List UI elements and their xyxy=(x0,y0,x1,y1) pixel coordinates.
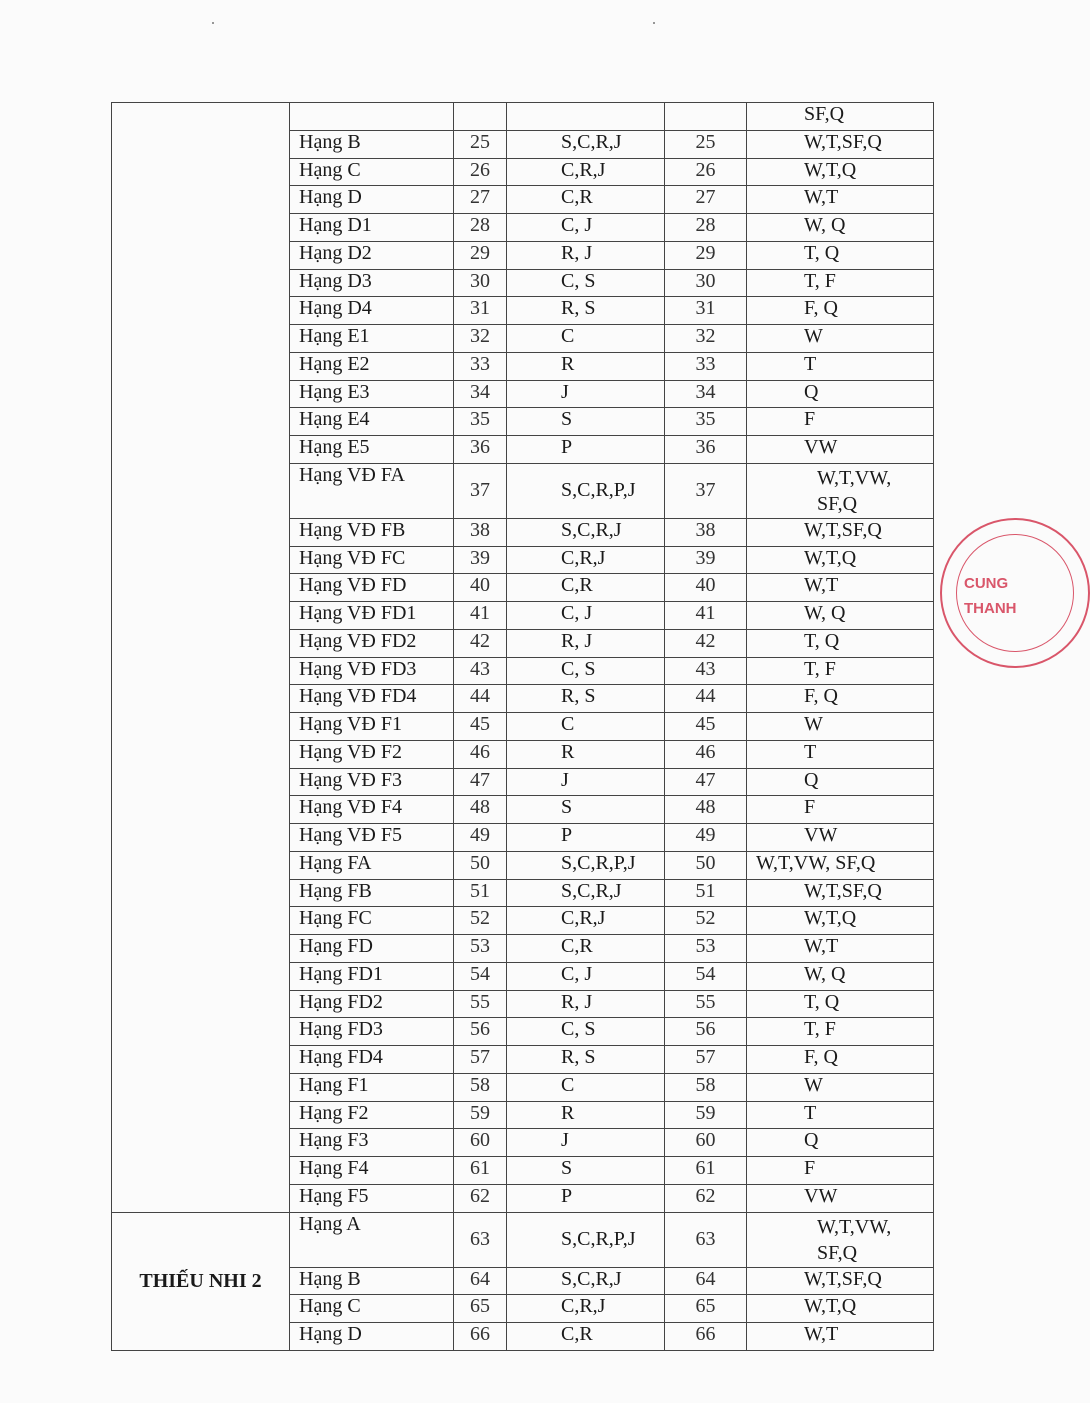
cell-w1: C,R xyxy=(507,935,665,963)
cell-w1: S,C,R,J xyxy=(507,518,665,546)
cell-n2: 28 xyxy=(665,214,747,242)
cell-n1: 52 xyxy=(454,907,507,935)
cell-cat: Hạng VĐ FD xyxy=(290,574,454,602)
cell-n1: 47 xyxy=(454,768,507,796)
seal-text: CUNG xyxy=(964,575,1009,592)
cell-n1: 58 xyxy=(454,1073,507,1101)
cell-w1: R, S xyxy=(507,297,665,325)
group-cell-continued xyxy=(112,103,290,1213)
group-label: THIẾU NHI 2 xyxy=(112,1212,290,1350)
cell-w1: C xyxy=(507,713,665,741)
cell-w1: C xyxy=(507,325,665,353)
cell-w1: R, J xyxy=(507,629,665,657)
cell-w2: W,T,SF,Q xyxy=(747,130,934,158)
cell-n2: 62 xyxy=(665,1184,747,1212)
cell-w2: W, Q xyxy=(747,602,934,630)
cell-cat: Hạng FD4 xyxy=(290,1046,454,1074)
cell-cat: Hạng VĐ FB xyxy=(290,518,454,546)
cell-cat: Hạng B xyxy=(290,130,454,158)
cell-n2: 27 xyxy=(665,186,747,214)
table-row xyxy=(112,103,934,131)
cell-n2: 29 xyxy=(665,241,747,269)
cell-n2: 33 xyxy=(665,352,747,380)
cell-cat: Hạng F1 xyxy=(290,1073,454,1101)
cell-cat: Hạng F4 xyxy=(290,1157,454,1185)
cell-n1: 51 xyxy=(454,879,507,907)
cell-cat: Hạng VĐ F5 xyxy=(290,824,454,852)
cell-n2: 52 xyxy=(665,907,747,935)
cell-w2: VW xyxy=(747,436,934,464)
cell-n2: 53 xyxy=(665,935,747,963)
cell-w2: W,T,VW, SF,Q xyxy=(747,851,934,879)
cell-w1: C,R xyxy=(507,574,665,602)
cell-cat: Hạng VĐ FD2 xyxy=(290,629,454,657)
cell-n2: 63 xyxy=(665,1212,747,1267)
cell-n2: 37 xyxy=(665,463,747,518)
cell-w1: S xyxy=(507,796,665,824)
cell-w1: P xyxy=(507,1184,665,1212)
cell-cat: Hạng D1 xyxy=(290,214,454,242)
cell-n1: 56 xyxy=(454,1018,507,1046)
cell-n2: 51 xyxy=(665,879,747,907)
cell-cat: Hạng C xyxy=(290,1295,454,1323)
cell-w2: VW xyxy=(747,1184,934,1212)
cell-n2: 56 xyxy=(665,1018,747,1046)
cell-w2: W,T,VW, SF,Q xyxy=(747,1212,934,1267)
cell-cat: Hạng E1 xyxy=(290,325,454,353)
cell-w1: J xyxy=(507,768,665,796)
cell-w2: T, Q xyxy=(747,990,934,1018)
cell-w1: R, J xyxy=(507,241,665,269)
cell-w1: C,R xyxy=(507,186,665,214)
cell-n1: 46 xyxy=(454,740,507,768)
cell-cat: Hạng E5 xyxy=(290,436,454,464)
cell-n2: 60 xyxy=(665,1129,747,1157)
cell-n2: 66 xyxy=(665,1323,747,1351)
cell-cat: Hạng D xyxy=(290,186,454,214)
cell-w2: F xyxy=(747,1157,934,1185)
cell-w2: T, Q xyxy=(747,629,934,657)
cell-w1: R, S xyxy=(507,685,665,713)
cell-w2: Q xyxy=(747,768,934,796)
cell-w2: Q xyxy=(747,380,934,408)
cell-n2: 64 xyxy=(665,1267,747,1295)
cell-n2: 55 xyxy=(665,990,747,1018)
cell-w1: S,C,R,P,J xyxy=(507,463,665,518)
cell-n2: 32 xyxy=(665,325,747,353)
cell-w2: T, Q xyxy=(747,241,934,269)
cell-n2: 57 xyxy=(665,1046,747,1074)
cell-n1: 39 xyxy=(454,546,507,574)
cell-cat: Hạng E2 xyxy=(290,352,454,380)
cell-w1: C, S xyxy=(507,269,665,297)
cell-n2: 38 xyxy=(665,518,747,546)
cell-n2: 39 xyxy=(665,546,747,574)
cell-n2: 54 xyxy=(665,962,747,990)
cell-n1: 27 xyxy=(454,186,507,214)
cell-w2: W xyxy=(747,1073,934,1101)
cell-n2: 31 xyxy=(665,297,747,325)
cell-w1: S,C,R,J xyxy=(507,1267,665,1295)
cell-n2: 58 xyxy=(665,1073,747,1101)
cell-w2: T, F xyxy=(747,269,934,297)
cell-n2: 35 xyxy=(665,408,747,436)
cell-w2: W,T,Q xyxy=(747,546,934,574)
cell-n2: 48 xyxy=(665,796,747,824)
cell-w1: S,C,R,P,J xyxy=(507,851,665,879)
cell-w1: C,R,J xyxy=(507,907,665,935)
cell-w2: W,T,VW, SF,Q xyxy=(747,463,934,518)
cell-cat: Hạng FD3 xyxy=(290,1018,454,1046)
cell-w1: J xyxy=(507,380,665,408)
cell-w2: T xyxy=(747,740,934,768)
cell-w2: W, Q xyxy=(747,214,934,242)
cell-n2: 34 xyxy=(665,380,747,408)
cell-w2: T xyxy=(747,1101,934,1129)
cell-w1: C, S xyxy=(507,1018,665,1046)
cell-cat: Hạng D xyxy=(290,1323,454,1351)
cell-n2: 40 xyxy=(665,574,747,602)
cell-n1: 35 xyxy=(454,408,507,436)
cell-n1: 43 xyxy=(454,657,507,685)
cell-n2: 42 xyxy=(665,629,747,657)
event-table-body xyxy=(112,103,934,1351)
cell-n2: 49 xyxy=(665,824,747,852)
cell-cat: Hạng VĐ FC xyxy=(290,546,454,574)
cell-n2: 26 xyxy=(665,158,747,186)
cell-cat: Hạng VĐ F1 xyxy=(290,713,454,741)
cell-w1: P xyxy=(507,824,665,852)
official-seal-inner-ring xyxy=(956,534,1074,652)
cell-cat: Hạng D3 xyxy=(290,269,454,297)
cell-w2: W,T,Q xyxy=(747,1295,934,1323)
cell-n2: 36 xyxy=(665,436,747,464)
cell-cat: Hạng D2 xyxy=(290,241,454,269)
cell-w1: S,C,R,J xyxy=(507,130,665,158)
cell-cat: Hạng VĐ F4 xyxy=(290,796,454,824)
cell-n2: 43 xyxy=(665,657,747,685)
cell-cat: Hạng FB xyxy=(290,879,454,907)
cell-cat: Hạng VĐ F2 xyxy=(290,740,454,768)
cell-n1: 33 xyxy=(454,352,507,380)
scan-speck xyxy=(653,22,655,24)
cell-w2: F xyxy=(747,796,934,824)
cell-n1: 59 xyxy=(454,1101,507,1129)
cell-w1: R, J xyxy=(507,990,665,1018)
cell-w2: F xyxy=(747,408,934,436)
cell-cat: Hạng E3 xyxy=(290,380,454,408)
cell-n1: 63 xyxy=(454,1212,507,1267)
cell-w2: W, Q xyxy=(747,962,934,990)
cell-n2: 45 xyxy=(665,713,747,741)
cell-w2: W,T xyxy=(747,935,934,963)
cell-w2: W xyxy=(747,713,934,741)
cell-cat: Hạng D4 xyxy=(290,297,454,325)
cell-w1: P xyxy=(507,436,665,464)
official-seal xyxy=(940,518,1090,668)
cell-w1: J xyxy=(507,1129,665,1157)
cell-w2: W,T,Q xyxy=(747,158,934,186)
cell-w1: R, S xyxy=(507,1046,665,1074)
cell-n1: 42 xyxy=(454,629,507,657)
cell-w2: Q xyxy=(747,1129,934,1157)
cell-n1: 49 xyxy=(454,824,507,852)
cell-n2: 25 xyxy=(665,130,747,158)
cell-w1: C,R xyxy=(507,1323,665,1351)
table-row xyxy=(112,1212,934,1267)
cell-n1: 41 xyxy=(454,602,507,630)
cell-n1: 28 xyxy=(454,214,507,242)
cell-cat: Hạng VĐ FA xyxy=(290,463,454,518)
cell-n2: 41 xyxy=(665,602,747,630)
scan-speck xyxy=(212,22,214,24)
cell-n2: 59 xyxy=(665,1101,747,1129)
cell-w2: VW xyxy=(747,824,934,852)
cell-w1: R xyxy=(507,1101,665,1129)
cell-w1: S xyxy=(507,408,665,436)
cell-w1: C, J xyxy=(507,962,665,990)
event-table xyxy=(111,102,934,1351)
cell-w1: C,R,J xyxy=(507,546,665,574)
cell-w1: R xyxy=(507,740,665,768)
cell-n1: 34 xyxy=(454,380,507,408)
cell-n1: 53 xyxy=(454,935,507,963)
cell-cat: Hạng A xyxy=(290,1212,454,1267)
cell-cat: Hạng VĐ FD3 xyxy=(290,657,454,685)
cell-w1: C,R,J xyxy=(507,1295,665,1323)
cell-w1: C, J xyxy=(507,214,665,242)
cell-n1: 55 xyxy=(454,990,507,1018)
cell-w1: S,C,R,J xyxy=(507,879,665,907)
cell-cat: Hạng FD xyxy=(290,935,454,963)
cell-cat: Hạng VĐ F3 xyxy=(290,768,454,796)
cell-n1: 37 xyxy=(454,463,507,518)
cell-n1: 26 xyxy=(454,158,507,186)
cell-w2: F, Q xyxy=(747,297,934,325)
cell-n2: 65 xyxy=(665,1295,747,1323)
cell-w2: T, F xyxy=(747,1018,934,1046)
cell-w2: T, F xyxy=(747,657,934,685)
cell-n1: 64 xyxy=(454,1267,507,1295)
cell-n2: 61 xyxy=(665,1157,747,1185)
cell-cat: Hạng FA xyxy=(290,851,454,879)
cell-w1: S xyxy=(507,1157,665,1185)
cell-n1: 29 xyxy=(454,241,507,269)
cell-n2: 47 xyxy=(665,768,747,796)
cell-n1: 30 xyxy=(454,269,507,297)
cell-n1: 62 xyxy=(454,1184,507,1212)
cell-w2: W xyxy=(747,325,934,353)
cell-n1: 60 xyxy=(454,1129,507,1157)
cell-n1: 61 xyxy=(454,1157,507,1185)
cell-w1: R xyxy=(507,352,665,380)
cell-w2: W,T xyxy=(747,574,934,602)
cell-cat: Hạng C xyxy=(290,158,454,186)
cell-w2: W,T xyxy=(747,1323,934,1351)
cell-n1: 31 xyxy=(454,297,507,325)
cell-cat: Hạng FD2 xyxy=(290,990,454,1018)
cell-cat: Hạng F2 xyxy=(290,1101,454,1129)
cell-n1: 36 xyxy=(454,436,507,464)
cell-cat: Hạng VĐ FD4 xyxy=(290,685,454,713)
cell-w2: W,T,SF,Q xyxy=(747,879,934,907)
cell-n1: 45 xyxy=(454,713,507,741)
cell-n1: 65 xyxy=(454,1295,507,1323)
cell-w1: S,C,R,P,J xyxy=(507,1212,665,1267)
cell-n2: 46 xyxy=(665,740,747,768)
cell-w2: W,T,SF,Q xyxy=(747,518,934,546)
seal-text: THANH xyxy=(964,600,1017,617)
cell-w1: C, J xyxy=(507,602,665,630)
cell-w2: T xyxy=(747,352,934,380)
cell-n1: 57 xyxy=(454,1046,507,1074)
cell-n1: 44 xyxy=(454,685,507,713)
cell-n1: 32 xyxy=(454,325,507,353)
cell-w1 xyxy=(507,103,665,131)
cell-n1: 40 xyxy=(454,574,507,602)
cell-n1: 25 xyxy=(454,130,507,158)
cell-n2 xyxy=(665,103,747,131)
cell-w2: W,T xyxy=(747,186,934,214)
cell-w1: C, S xyxy=(507,657,665,685)
cell-cat: Hạng FC xyxy=(290,907,454,935)
cell-cat xyxy=(290,103,454,131)
cell-w2: W,T,SF,Q xyxy=(747,1267,934,1295)
cell-cat: Hạng B xyxy=(290,1267,454,1295)
cell-n1: 38 xyxy=(454,518,507,546)
cell-n1: 48 xyxy=(454,796,507,824)
cell-cat: Hạng VĐ FD1 xyxy=(290,602,454,630)
cell-cat: Hạng E4 xyxy=(290,408,454,436)
cell-cat: Hạng F3 xyxy=(290,1129,454,1157)
cell-w2: W,T,Q xyxy=(747,907,934,935)
cell-cat: Hạng F5 xyxy=(290,1184,454,1212)
cell-w1: C,R,J xyxy=(507,158,665,186)
cell-w1: C xyxy=(507,1073,665,1101)
cell-n2: 30 xyxy=(665,269,747,297)
cell-w2: SF,Q xyxy=(747,103,934,131)
cell-w2: F, Q xyxy=(747,1046,934,1074)
cell-cat: Hạng FD1 xyxy=(290,962,454,990)
cell-n1 xyxy=(454,103,507,131)
cell-n2: 50 xyxy=(665,851,747,879)
cell-n1: 50 xyxy=(454,851,507,879)
cell-n2: 44 xyxy=(665,685,747,713)
cell-n1: 54 xyxy=(454,962,507,990)
cell-n1: 66 xyxy=(454,1323,507,1351)
cell-w2: F, Q xyxy=(747,685,934,713)
